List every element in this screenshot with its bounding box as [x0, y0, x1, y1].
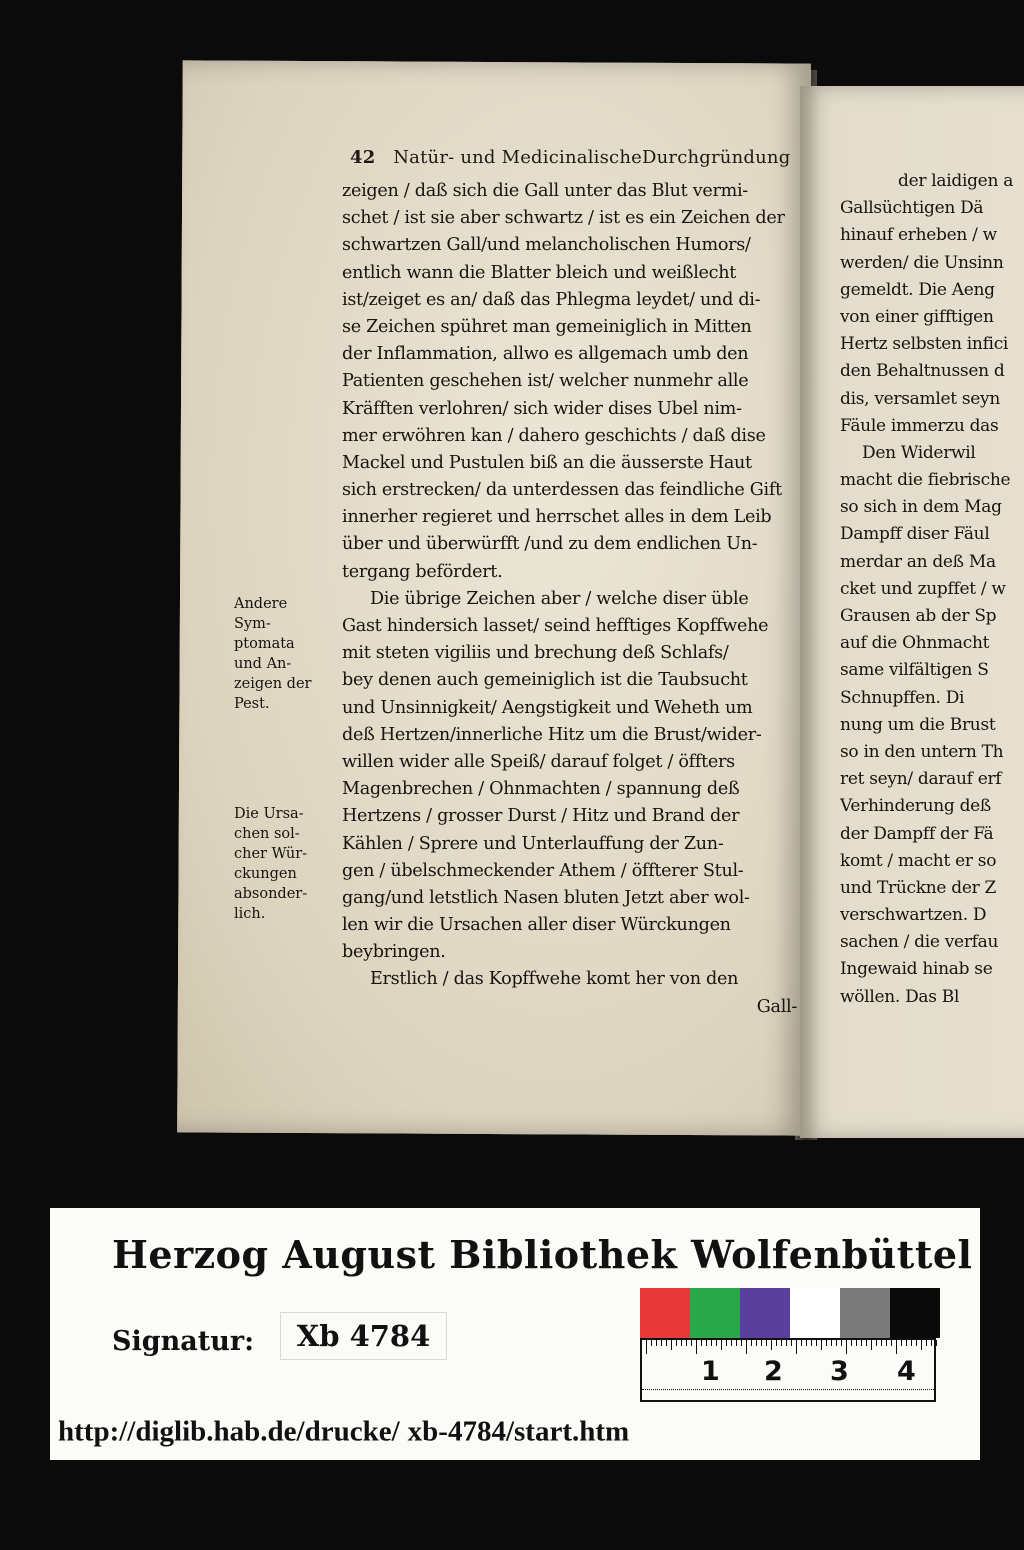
ruler-number: 4 [897, 1356, 916, 1387]
text-line: Gallsüchtigen Dä [840, 198, 984, 219]
ruler-tick [871, 1340, 872, 1350]
ruler-tick [901, 1340, 902, 1346]
text-line: komt / macht er so [840, 850, 997, 871]
ruler-tick [866, 1340, 867, 1346]
text-line: se Zeichen spühret man gemeiniglich in Mitten [342, 316, 752, 337]
margin-note-line: Die Ursa- [234, 806, 304, 822]
text-line: Magenbrechen / Ohnmachten / spannung deß [342, 779, 740, 800]
ruler-tick [716, 1340, 717, 1346]
ruler-tick [896, 1340, 897, 1354]
measurement-ruler [640, 1338, 936, 1402]
text-line: so in den untern Th [840, 741, 1004, 762]
text-line: über und überwürfft /und zu dem endlichen Un- [342, 534, 758, 555]
margin-note-line: Andere [234, 596, 288, 612]
text-line: dis, versamlet seyn [840, 388, 1000, 409]
ruler-tick [756, 1340, 757, 1346]
text-line: sachen / die verfau [840, 932, 999, 953]
text-line: Ingewaid hinab se [840, 959, 993, 980]
ruler-tick [666, 1340, 667, 1346]
margin-note-line: chen sol- [234, 826, 300, 842]
url-part-2[interactable]: xb-4784/start.htm [407, 1415, 630, 1448]
text-line: Grausen ab der Sp [840, 606, 997, 626]
text-line: gemeldt. Die Aeng [840, 279, 995, 300]
ruler-number: 1 [701, 1356, 720, 1387]
ruler-tick [846, 1340, 847, 1354]
ruler-tick [831, 1340, 832, 1346]
ruler-tick [691, 1340, 692, 1346]
swatch-black [890, 1288, 940, 1338]
ruler-tick [741, 1340, 742, 1346]
ruler-number: 2 [764, 1356, 783, 1387]
text-line: innerher regieret und herrschet alles in dem Leib [342, 507, 772, 528]
ruler-tick [701, 1340, 702, 1346]
text-line: verschwartzen. D [840, 905, 987, 926]
ruler-tick [771, 1340, 772, 1350]
text-line: Schnupffen. Di [840, 687, 965, 708]
text-line: Hertz selbsten infici [840, 334, 1009, 355]
text-line: merdar an deß Ma [840, 551, 996, 572]
text-line: gang/und letstlich Nasen bluten Jetzt aber wol- [342, 887, 750, 908]
margin-note-symptoms [234, 594, 346, 714]
text-line: beybringen. [342, 942, 446, 963]
text-line: gen / übelschmeckender Athem / öffterer Stul- [342, 860, 744, 881]
margin-note-line: lich. [234, 906, 266, 922]
ruler-number: 3 [830, 1356, 849, 1387]
margin-note-line: cher Wür- [234, 846, 308, 862]
ruler-tick [876, 1340, 877, 1346]
ruler-tick [851, 1340, 852, 1346]
text-line: Patienten geschehen ist/ welcher nunmehr alle [342, 371, 749, 392]
text-line: same vilfältigen S [840, 660, 989, 681]
ruler-tick [821, 1340, 822, 1350]
ruler-tick [706, 1340, 707, 1346]
ruler-tick [841, 1340, 842, 1346]
ruler-tick [881, 1340, 882, 1346]
ruler-tick [926, 1340, 927, 1346]
ruler-tick [891, 1340, 892, 1346]
ruler-tick [776, 1340, 777, 1346]
ruler-tick [696, 1340, 697, 1354]
text-line: deß Hertzen/innerliche Hitz um die Brust/wider- [342, 724, 762, 745]
ruler-tick [686, 1340, 687, 1346]
running-head [350, 147, 790, 168]
text-line: tergang befördert. [342, 561, 503, 582]
ruler-baseline [642, 1389, 934, 1396]
ruler-tick [671, 1340, 672, 1350]
ruler-tick [811, 1340, 812, 1346]
digital-library-url[interactable] [58, 1412, 629, 1456]
text-line: bey denen auch gemeiniglich ist die Taubsucht [342, 670, 748, 691]
text-line: der Dampff der Fä [840, 823, 994, 844]
text-line: Kräfften verlohren/ sich wider dises Ubel nim- [342, 398, 742, 419]
ruler-tick [746, 1340, 747, 1354]
ruler-tick [801, 1340, 802, 1346]
signature-value: Xb 4784 [280, 1312, 447, 1360]
left-page-text [342, 178, 797, 1021]
catchword: Gall- [756, 996, 797, 1017]
text-line: nung um die Brust [840, 714, 996, 735]
ruler-tick [916, 1340, 917, 1346]
text-line: cket und zupffet / w [840, 578, 1006, 599]
color-calibration-strip [640, 1288, 940, 1338]
text-line: sich erstrecken/ da unterdessen das feindliche Gift [342, 480, 782, 501]
text-line: Gast hindersich lasset/ seind hefftiges Kopffwehe [342, 616, 769, 636]
ruler-tick [861, 1340, 862, 1346]
ruler-tick [676, 1340, 677, 1346]
page-number: 42 [350, 147, 376, 168]
ruler-tick [661, 1340, 662, 1346]
ruler-tick [791, 1340, 792, 1346]
margin-note-line: ptomata [234, 636, 295, 652]
text-line: werden/ die Unsinn [840, 252, 1004, 273]
ruler-tick [906, 1340, 907, 1346]
text-line: den Behaltnussen d [840, 361, 1005, 382]
ruler-tick [806, 1340, 807, 1346]
ruler-tick [766, 1340, 767, 1346]
ruler-tick [651, 1340, 652, 1346]
text-line: Die übrige Zeichen aber / welche diser üble [370, 588, 749, 609]
ruler-tick [731, 1340, 732, 1346]
ruler-tick [751, 1340, 752, 1346]
text-line: Hertzens / grosser Durst / Hitz und Brand der [342, 806, 740, 827]
text-line: wöllen. Das Bl [840, 986, 960, 1007]
text-line: Dampff diser Fäul [840, 524, 990, 545]
ruler-tick [646, 1340, 647, 1354]
ruler-tick [921, 1340, 922, 1350]
text-line: von einer gifftigen [840, 306, 994, 327]
text-line: Erstlich / das Kopffwehe komt her von den [370, 969, 739, 990]
text-line: willen wider alle Speiß/ darauf folget / öffters [342, 751, 735, 772]
ruler-tick [796, 1340, 797, 1354]
text-line: auf die Ohnmacht [840, 633, 990, 654]
swatch-red [640, 1288, 690, 1338]
right-page-text [840, 168, 1024, 1011]
ruler-tick [816, 1340, 817, 1346]
text-line: zeigen / daß sich die Gall unter das Blut vermi- [342, 181, 748, 201]
margin-note-line: zeigen der [234, 676, 312, 692]
ruler-tick [726, 1340, 727, 1346]
text-line: hinauf erheben / w [840, 225, 997, 246]
ruler-tick [931, 1340, 932, 1346]
margin-note-line: ckungen [234, 866, 297, 882]
margin-note-line: Pest. [234, 696, 270, 712]
text-line: schet / ist sie aber schwartz / ist es ein Zeichen der [342, 208, 785, 229]
margin-note-line: absonder- [234, 886, 308, 902]
swatch-gray [840, 1288, 890, 1338]
swatch-purple [740, 1288, 790, 1338]
text-line: len wir die Ursachen aller diser Würckungen [342, 915, 731, 936]
ruler-tick [886, 1340, 887, 1346]
text-line: der Inflammation, allwo es allgemach umb den [342, 344, 749, 365]
ruler-tick [711, 1340, 712, 1346]
text-line: Kählen / Sprere und Unterlauffung der Zun- [342, 833, 724, 854]
text-line: ret seyn/ darauf erf [840, 769, 1002, 790]
margin-note-line: und An- [234, 656, 292, 672]
text-line: Verhinderung deß [840, 796, 991, 817]
ruler-tick [786, 1340, 787, 1346]
library-name: Herzog August Bibliothek Wolfenbüttel [112, 1232, 973, 1277]
url-part-1[interactable]: http://diglib.hab.de/drucke/ [58, 1415, 400, 1448]
text-line: und Trückne der Z [840, 877, 997, 898]
ruler-tick [736, 1340, 737, 1346]
ruler-tick [681, 1340, 682, 1346]
text-line: mer erwöhren kan / dahero geschichts / daß dise [342, 425, 766, 446]
text-line: ist/zeiget es an/ daß das Phlegma leydet/ und di- [342, 289, 761, 310]
text-line: so sich in dem Mag [840, 497, 1002, 518]
ruler-tick [836, 1340, 837, 1346]
swatch-green [690, 1288, 740, 1338]
ruler-tick [656, 1340, 657, 1346]
ruler-tick [781, 1340, 782, 1346]
text-line: macht die fiebrische [840, 470, 1011, 491]
ruler-tick [856, 1340, 857, 1346]
signature-label: Signatur: [112, 1326, 255, 1357]
text-line: Mackel und Pustulen biß an die äusserste Haut [342, 452, 752, 473]
text-line: der laidigen a [898, 171, 1014, 191]
ruler-tick [936, 1340, 937, 1346]
text-line: entlich wann die Blatter bleich und weißlecht [342, 262, 737, 283]
ruler-tick [826, 1340, 827, 1346]
text-line: schwartzen Gall/und melancholischen Humors/ [342, 235, 751, 256]
ruler-tick [721, 1340, 722, 1350]
ruler-tick [911, 1340, 912, 1346]
swatch-white [790, 1288, 840, 1338]
ruler-tick [761, 1340, 762, 1346]
running-head-title: Natür- und MedicinalischeDurchgründung [393, 147, 791, 168]
margin-note-line: Sym- [234, 616, 271, 632]
margin-note-causes [234, 804, 346, 924]
text-line: Fäule immerzu das [840, 415, 999, 436]
text-line: mit steten vigiliis und brechung deß Schlafs/ [342, 643, 729, 664]
text-line: und Unsinnigkeit/ Aengstigkeit und Weheth um [342, 697, 753, 718]
text-line: Den Widerwil [862, 442, 976, 463]
